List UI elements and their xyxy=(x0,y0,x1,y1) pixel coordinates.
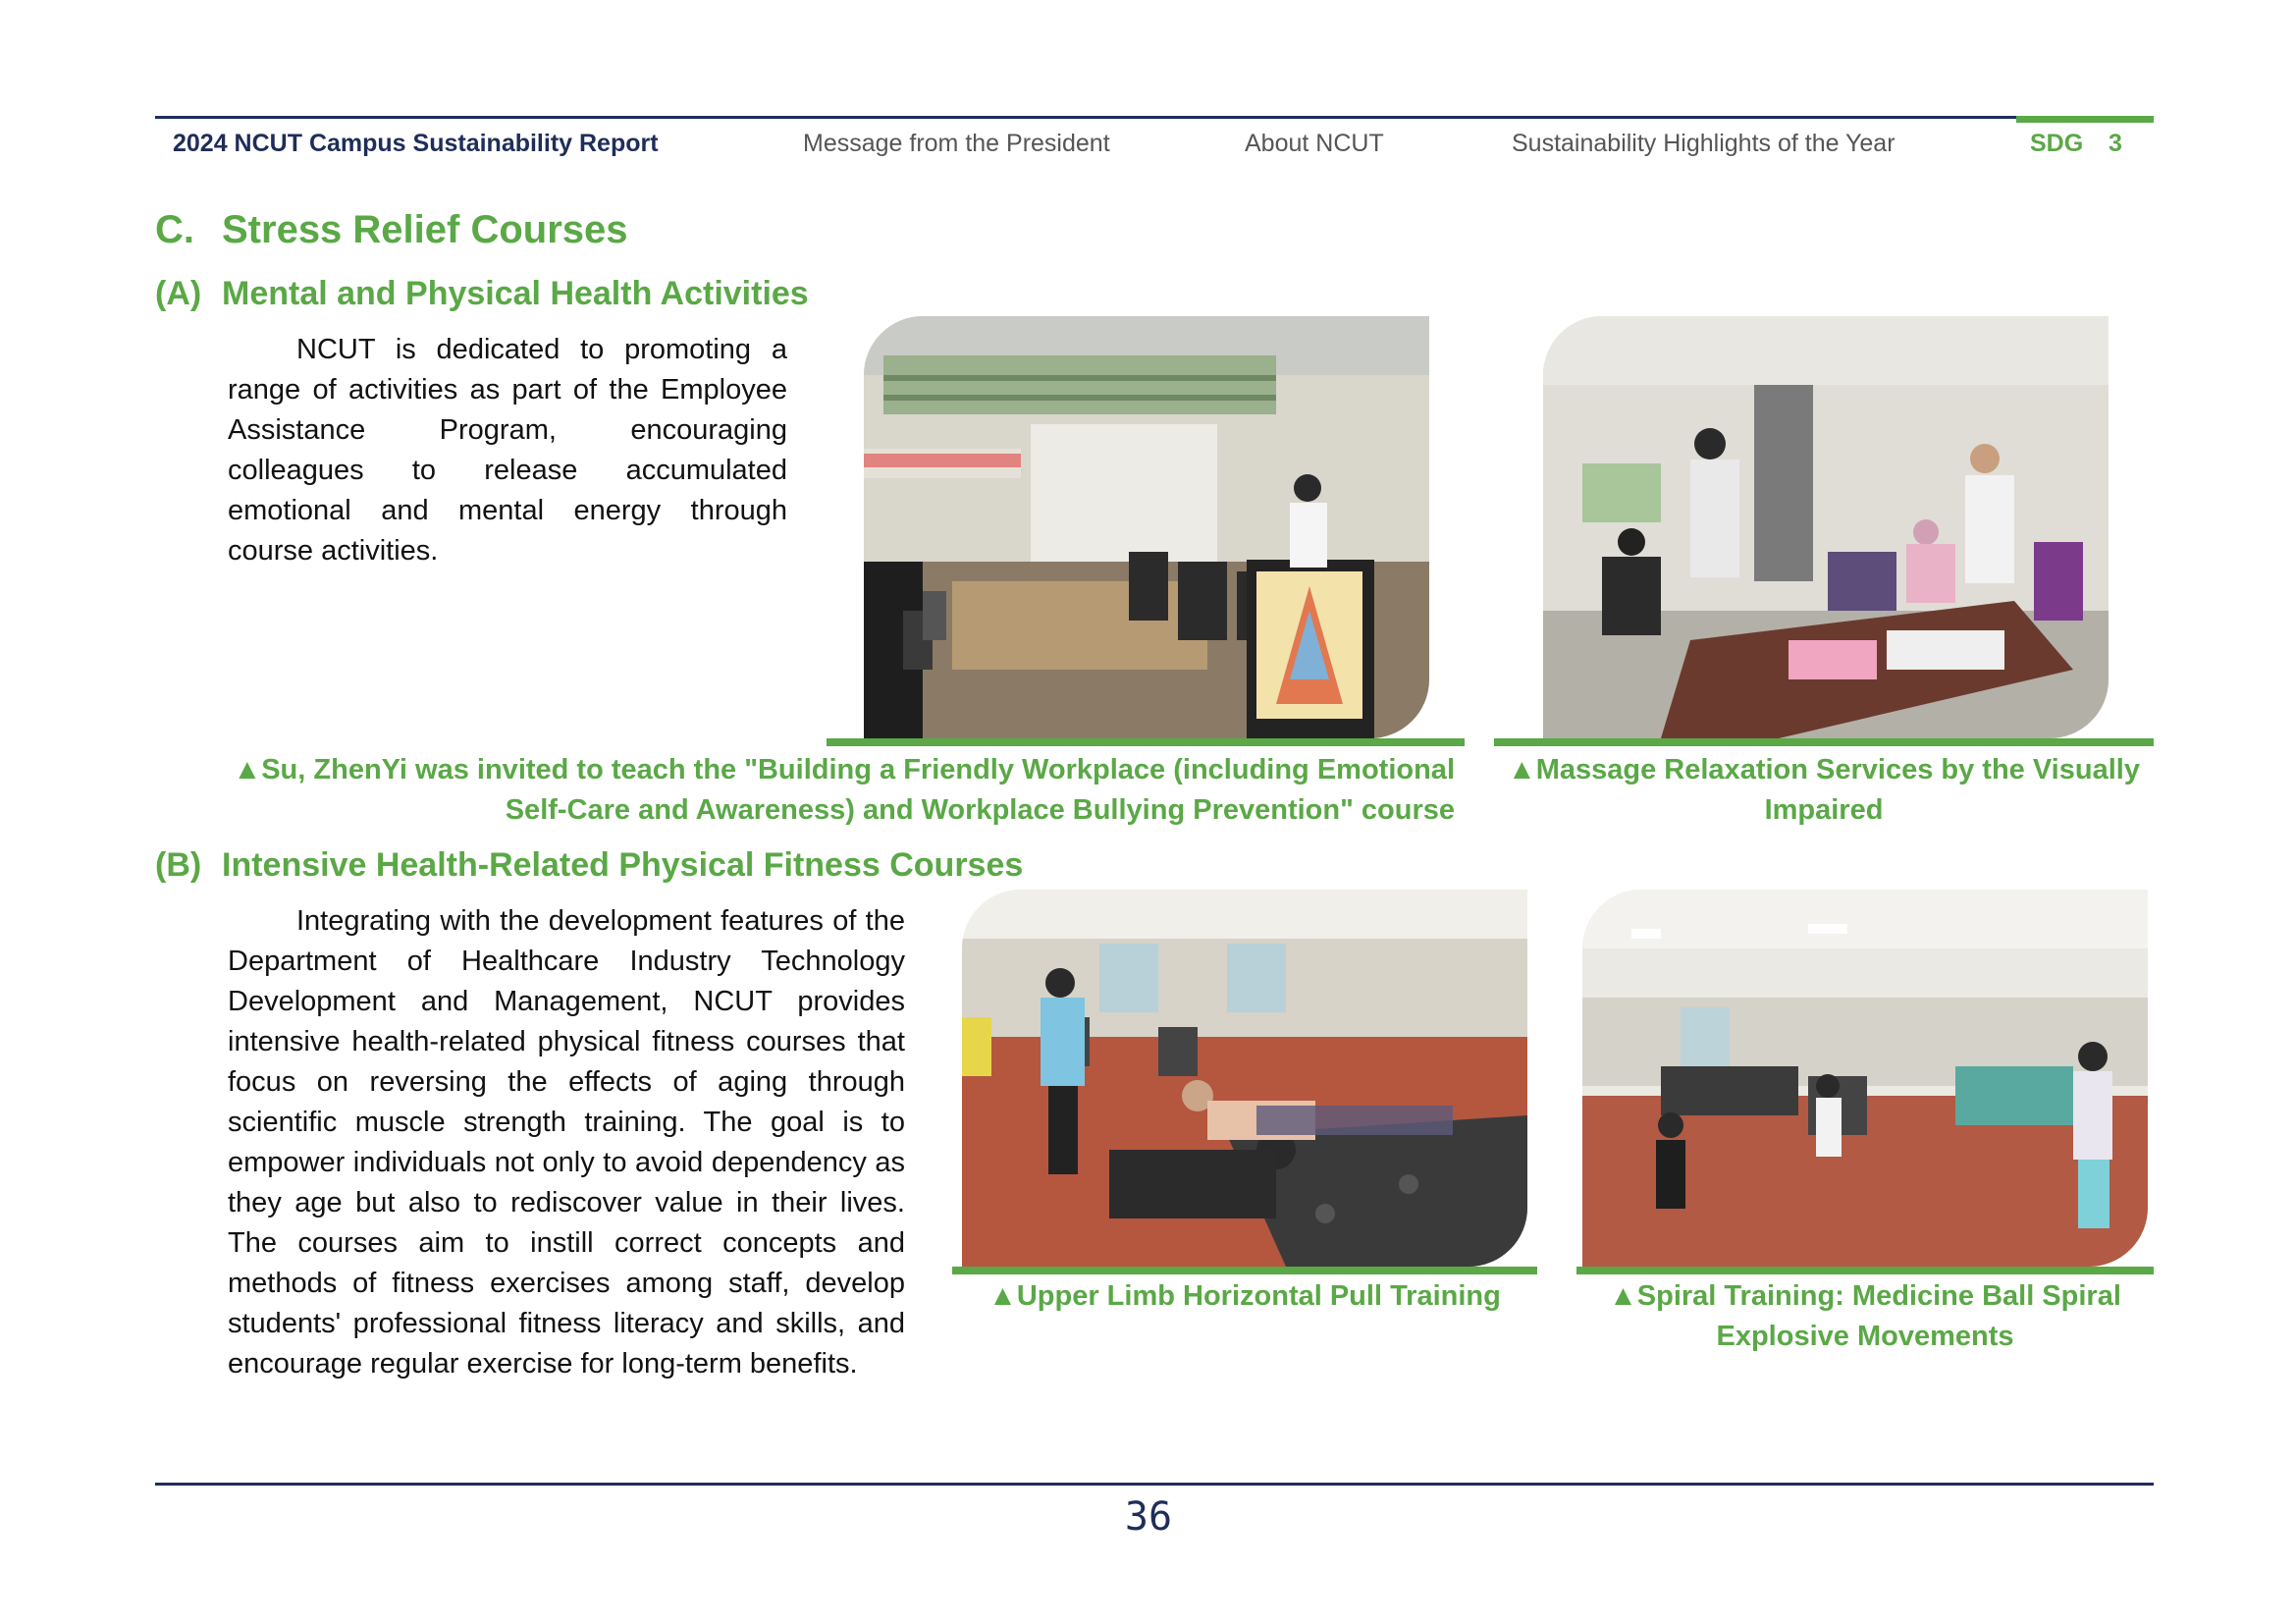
section-title: Stress Relief Courses xyxy=(222,208,628,251)
subsection-b-title: Intensive Health-Related Physical Fitness Courses xyxy=(222,846,1024,884)
header-sdg-rule xyxy=(2016,116,2154,123)
photo-massage-services xyxy=(1543,316,2109,738)
section-heading xyxy=(155,208,628,252)
section-letter: C. xyxy=(155,208,194,251)
nav-sustainability-highlights[interactable]: Sustainability Highlights of the Year xyxy=(1512,130,1896,157)
page-number: 36 xyxy=(1124,1494,1173,1540)
photo-workplace-course xyxy=(864,316,1429,738)
subsection-b-heading xyxy=(155,846,1023,885)
footer-rule xyxy=(155,1483,2154,1486)
photo4-caption-rule xyxy=(1576,1267,2154,1274)
subsection-a-heading xyxy=(155,275,809,313)
photo4-caption: ▲Spiral Training: Medicine Ball Spiral Explosive Movements xyxy=(1609,1280,2121,1352)
nav-about-ncut[interactable]: About NCUT xyxy=(1245,130,1384,157)
gym-spiral-training-illustration xyxy=(1582,890,2148,1267)
massage-room-illustration xyxy=(1543,316,2109,738)
header-rule xyxy=(155,116,2016,119)
report-title: 2024 NCUT Campus Sustainability Report xyxy=(173,130,659,157)
subsection-b-letter: (B) xyxy=(155,846,202,884)
photo3-caption: ▲Upper Limb Horizontal Pull Training xyxy=(988,1280,1501,1312)
sdg-label: SDG xyxy=(2030,130,2084,157)
photo-upper-limb-training xyxy=(962,890,1527,1267)
subsection-a-paragraph: NCUT is dedicated to promoting a range of activities as part of the Employee Assistance Program, encouraging colleagues to release accumulated emotional and mental energy through course activities. xyxy=(228,334,787,567)
photo2-caption: ▲Massage Relaxation Services by the Visually Impaired xyxy=(1508,754,2140,826)
subsection-b-paragraph: Integrating with the development features of the Department of Healthcare Industry Technology Development and Management, NCUT provides intensive health-related physical fitness courses that focus on reversing the effects of aging through scientific muscle strength training. The goal is to empower individuals not only to avoid dependency as they age but also to rediscover value in their lives. The courses aim to instill correct concepts and methods of fitness exercises among staff, develop students' professional fitness literacy and skills, and encourage regular exercise for long-term benefits. xyxy=(228,905,905,1380)
photo1-caption: ▲Su, ZhenYi was invited to teach the "Building a Friendly Workplace (including Emotional Self-Care and Awareness) and Workplace Bullying Prevention" course xyxy=(233,754,1455,826)
nav-message-from-president[interactable]: Message from the President xyxy=(803,130,1110,157)
lecture-room-illustration xyxy=(864,316,1429,738)
sdg-number: 3 xyxy=(2109,130,2122,157)
photo2-caption-rule xyxy=(1494,738,2154,746)
photo3-caption-rule xyxy=(952,1267,1537,1274)
subsection-a-title: Mental and Physical Health Activities xyxy=(222,275,809,312)
photo1-caption-rule xyxy=(827,738,1465,746)
subsection-a-letter: (A) xyxy=(155,275,202,312)
photo-spiral-training xyxy=(1582,890,2148,1267)
gym-pull-training-illustration xyxy=(962,890,1527,1267)
